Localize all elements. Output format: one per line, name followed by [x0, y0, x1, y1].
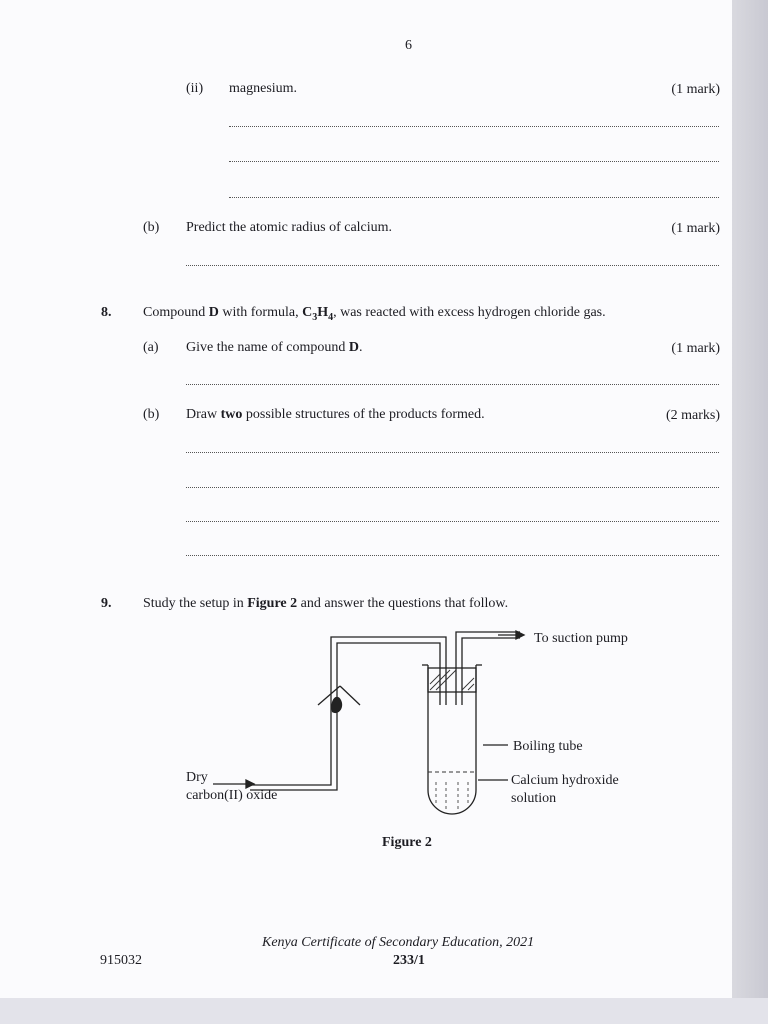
figure-caption: Figure 2: [382, 835, 432, 850]
footer-code: 915032: [100, 953, 142, 968]
q7-part-ii-marks: (1 mark): [671, 82, 720, 97]
q7-part-ii-label: (ii): [186, 81, 204, 96]
q7-part-ii-text: magnesium.: [229, 81, 298, 96]
q8-part-a-marks: (1 mark): [671, 341, 720, 356]
q9-stem: Study the setup in Figure 2 and answer the questions that follow.: [143, 596, 509, 611]
label-boiling-tube: Boiling tube: [513, 739, 583, 754]
q8-part-b-marks: (2 marks): [665, 408, 720, 423]
q8-number: 8.: [101, 305, 112, 320]
heated-solid-shape: [331, 697, 342, 713]
footer-paper-code: 233/1: [393, 953, 425, 968]
label-solution: solution: [511, 791, 557, 806]
label-to-suction-pump: To suction pump: [534, 631, 628, 646]
q7-part-b-label: (b): [143, 220, 160, 235]
label-dry: Dry: [186, 770, 208, 785]
q9-number: 9.: [101, 596, 112, 611]
page-number: 6: [405, 38, 412, 53]
page-edge-shadow: [732, 0, 768, 1024]
label-carbon-ii-oxide: carbon(II) oxide: [186, 788, 278, 803]
q8-part-a-text: Give the name of compound D.: [186, 340, 363, 355]
label-calcium-hydroxide: Calcium hydroxide: [511, 773, 619, 788]
q8-stem: Compound D with formula, $C_3H_4$, was reacted with excess hydrogen chloride gas.: [143, 305, 606, 323]
q8-part-a-label: (a): [143, 340, 159, 355]
q7-part-b-text: Predict the atomic radius of calcium.: [186, 220, 393, 235]
q7-part-b-marks: (1 mark): [671, 221, 720, 236]
q8-part-b-label: (b): [143, 407, 160, 422]
page-bottom-edge: [0, 998, 768, 1024]
q8-part-b-text: Draw two possible structures of the products formed.: [186, 407, 485, 422]
footer-exam-title: Kenya Certificate of Secondary Education, 2021: [262, 935, 535, 950]
